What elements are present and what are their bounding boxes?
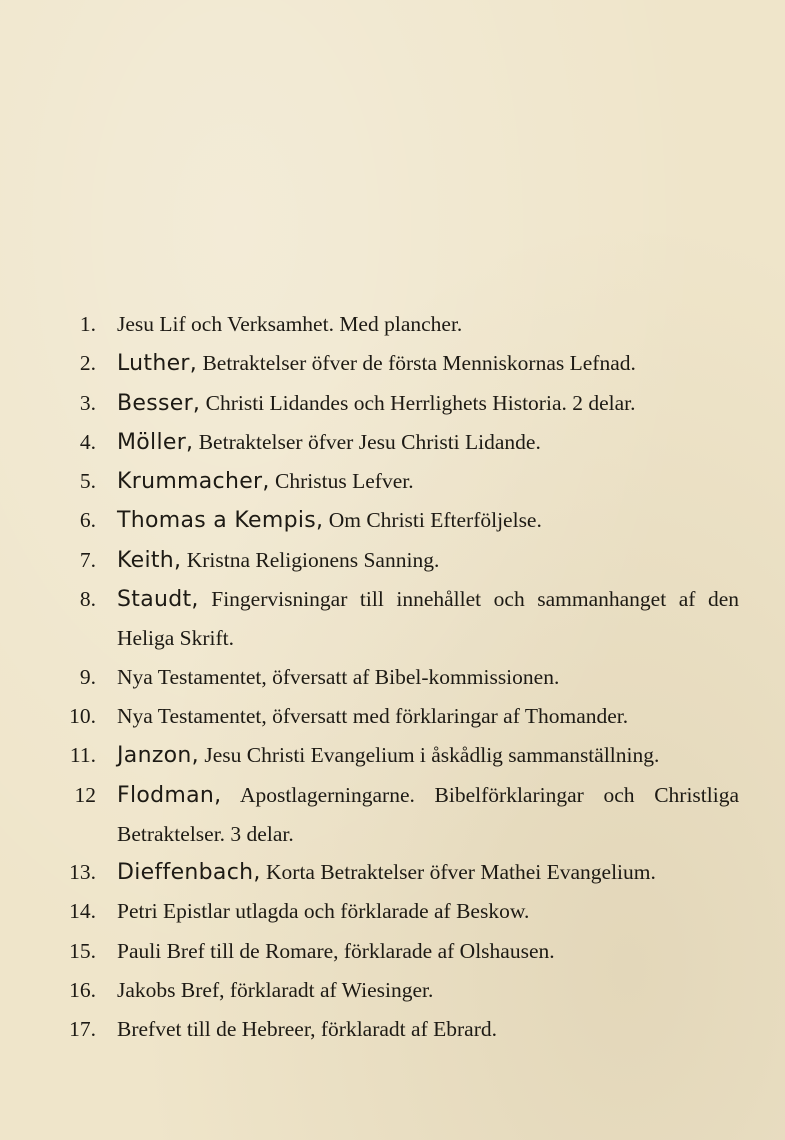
item-title: Betraktelser öfver de första Menniskornas Lefnad. — [197, 351, 636, 376]
item-author: Dieffenbach, — [117, 860, 261, 886]
item-number: 17. — [69, 1017, 96, 1042]
item-title: Jakobs Bref, förklaradt af Wiesinger. — [117, 978, 434, 1003]
list-item — [0, 853, 785, 892]
list-item — [0, 658, 785, 697]
item-number: 15. — [69, 938, 96, 963]
list-item — [0, 1010, 785, 1049]
bleed-through-texture — [380, 60, 760, 320]
item-number: 12 — [74, 782, 96, 807]
item-title: Nya Testamentet, öfversatt med förklaringar af Thomander. — [117, 703, 629, 728]
item-title: Petri Epistlar utlagda och förklarade af Beskow. — [117, 899, 530, 924]
item-number: 9. — [79, 664, 96, 689]
item-author: Janzon, — [117, 743, 199, 769]
item-author: Keith, — [117, 547, 182, 573]
item-number: 3. — [79, 390, 96, 415]
list-item — [0, 305, 785, 344]
item-title: Apostlagerningarne. Bibelförklaringar och Christliga Betraktelser. 3 delar. — [117, 782, 739, 846]
list-item — [0, 423, 785, 462]
item-author: Staudt, — [117, 587, 199, 613]
list-item — [0, 776, 785, 854]
item-number: 5. — [79, 469, 96, 494]
item-title: Kristna Religionens Sanning. — [181, 547, 440, 572]
list-item — [0, 697, 785, 736]
item-number: 16. — [69, 978, 96, 1003]
item-title: Betraktelser öfver Jesu Christi Lidande. — [193, 429, 541, 454]
item-title: Fingervisningar till innehållet och sammanhanget af den Heliga Skrift. — [117, 587, 739, 651]
book-list — [0, 305, 785, 1050]
item-author: Thomas a Kempis, — [117, 508, 324, 534]
item-title: Pauli Bref till de Romare, förklarade af Olshausen. — [117, 938, 555, 963]
item-title: Christus Lefver. — [269, 469, 414, 494]
list-item — [0, 384, 785, 423]
list-item — [0, 580, 785, 658]
item-title: Jesu Christi Evangelium i åskådlig sammanställning. — [198, 743, 660, 768]
item-number: 7. — [79, 547, 96, 572]
item-title: Om Christi Efterföljelse. — [323, 508, 542, 533]
item-title: Jesu Lif och Verksamhet. Med plancher. — [117, 312, 463, 336]
list-item — [0, 344, 785, 383]
item-author: Krummacher, — [117, 469, 270, 495]
item-number: 1. — [79, 312, 96, 336]
item-number: 11. — [69, 743, 96, 768]
list-item — [0, 541, 785, 580]
item-author: Möller, — [117, 429, 194, 455]
item-number: 10. — [69, 703, 96, 728]
item-number: 14. — [69, 899, 96, 924]
list-item — [0, 892, 785, 931]
list-item — [0, 971, 785, 1010]
item-author: Luther, — [117, 351, 198, 377]
item-number: 6. — [79, 508, 96, 533]
item-number: 4. — [79, 429, 96, 454]
item-title: Christi Lidandes och Herrlighets Historia. 2 delar. — [200, 390, 636, 415]
list-item — [0, 736, 785, 775]
item-number: 2. — [79, 351, 96, 376]
item-title: Brefvet till de Hebreer, förklaradt af Ebrard. — [117, 1017, 497, 1042]
list-item — [0, 462, 785, 501]
item-author: Flodman, — [117, 782, 222, 808]
list-item — [0, 932, 785, 971]
item-title: Nya Testamentet, öfversatt af Bibel-kommissionen. — [117, 664, 560, 689]
item-title: Korta Betraktelser öfver Mathei Evangelium. — [260, 860, 656, 885]
list-item — [0, 501, 785, 540]
item-author: Besser, — [117, 390, 201, 416]
item-number: 13. — [69, 860, 96, 885]
item-number: 8. — [79, 587, 96, 612]
